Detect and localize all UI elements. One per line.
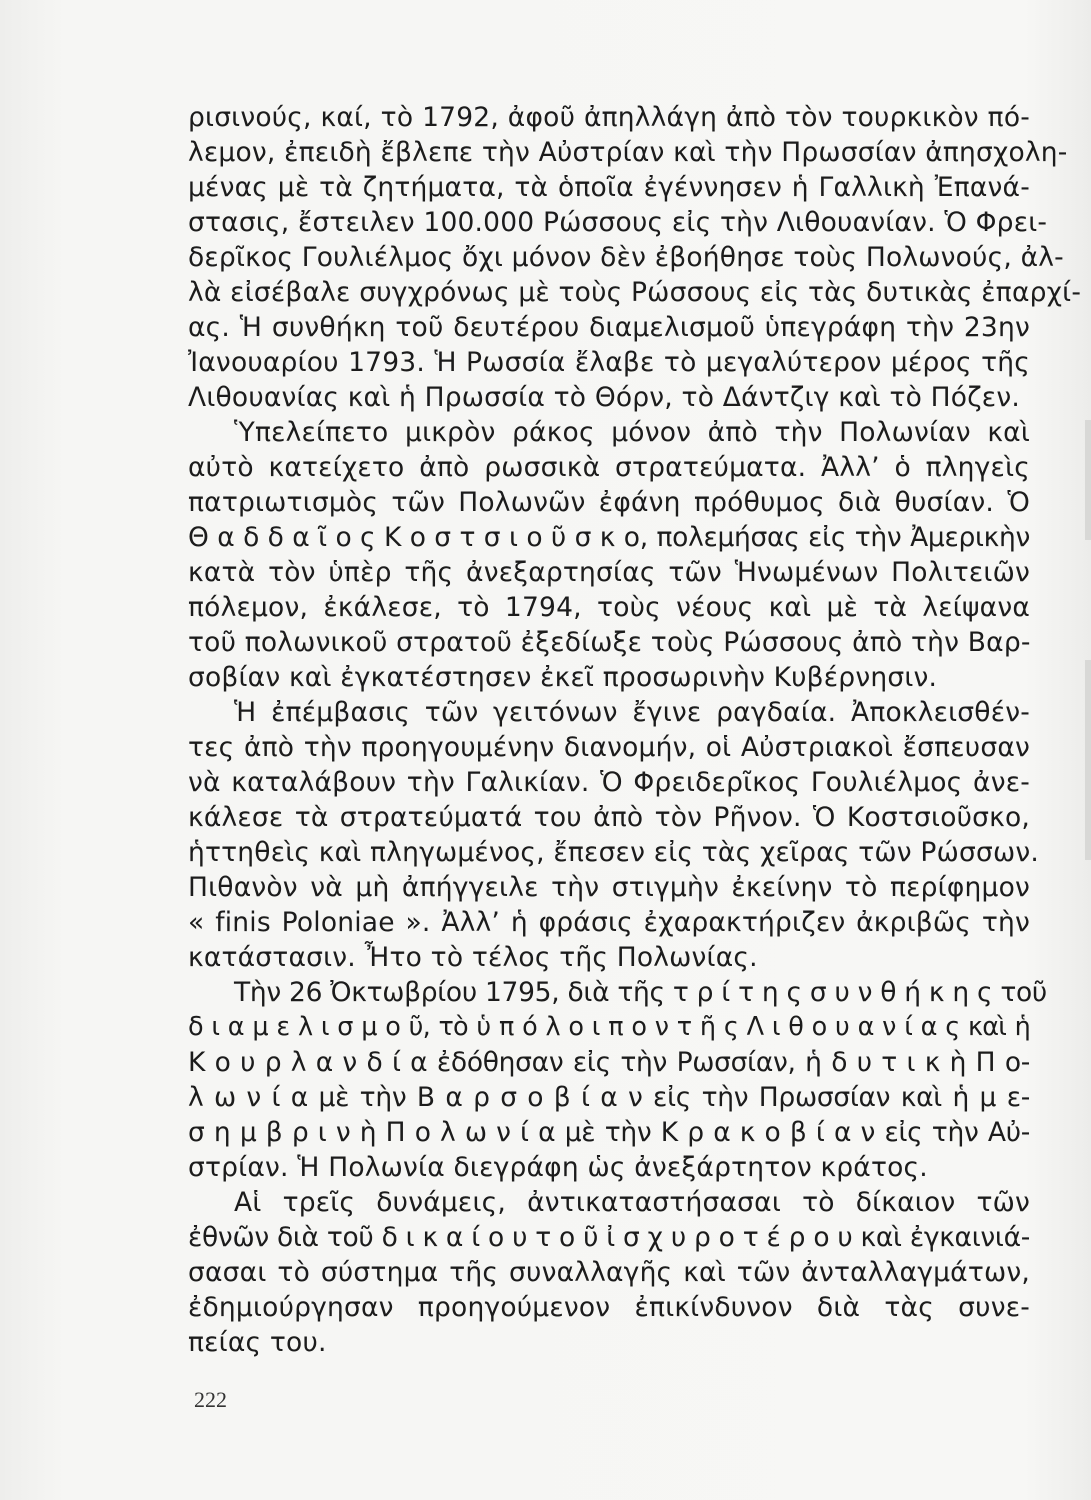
- text-line: Ἰανουαρίου 1793. Ἡ Ρωσσία ἔλαβε τὸ μεγαλύτερον μέρος τῆς: [188, 347, 1030, 378]
- text-line: πείας του.: [188, 1327, 327, 1358]
- text-line: πόλεμον, ἐκάλεσε, τὸ 1794, τοὺς νέους καὶ μὲ τὰ λείψανα: [188, 592, 1030, 623]
- text-line: λεμον, ἐπειδὴ ἔβλεπε τὴν Αὐστρίαν καὶ τὴν Πρωσσίαν ἀπησχολη-: [188, 137, 1068, 168]
- text-line: ρισινούς, καί, τὸ 1792, ἀφοῦ ἀπηλλάγη ἀπὸ τὸν τουρκικὸν πό-: [188, 102, 1030, 133]
- text-line: Θ α δ δ α ῖ ο ς Κ ο σ τ σ ι ο ῦ σ κ ο, πολεμήσας εἰς τὴν Ἀμερικὴν: [188, 522, 1030, 553]
- text-line: Λιθουανίας καὶ ἡ Πρωσσία τὸ Θόρν, τὸ Δάντζιγ καὶ τὸ Πόζεν.: [188, 382, 1020, 413]
- text-line: σοβίαν καὶ ἐγκατέστησεν ἐκεῖ προσωρινὴν Κυβέρνησιν.: [188, 662, 938, 693]
- text-line: « finis Poloniae ». Ἀλλ’ ἡ φράσις ἐχαρακτήριζεν ἀκριβῶς τὴν: [188, 907, 1030, 938]
- text-line: Πιθανὸν νὰ μὴ ἀπήγγειλε τὴν στιγμὴν ἐκείνην τὸ περίφημον: [188, 872, 1030, 903]
- text-line: πατριωτισμὸς τῶν Πολωνῶν ἐφάνη πρόθυμος διὰ θυσίαν. Ὁ: [188, 487, 1030, 518]
- page-number: 222: [194, 1387, 227, 1412]
- text-line: κάλεσε τὰ στρατεύματά του ἀπὸ τὸν Ρῆνον. Ὁ Κοστσιοῦσκο,: [188, 802, 1030, 833]
- text-line: κατὰ τὸν ὑπὲρ τῆς ἀνεξαρτησίας τῶν Ἡνωμένων Πολιτειῶν: [188, 557, 1030, 588]
- text-line: Αἱ τρεῖς δυνάμεις, ἀντικαταστήσασαι τὸ δίκαιον τῶν: [234, 1187, 1030, 1218]
- text-line: αὐτὸ κατείχετο ἀπὸ ρωσσικὰ στρατεύματα. Ἀλλ’ ὁ πληγεὶς: [188, 452, 1030, 483]
- text-line: κατάστασιν. Ἦτο τὸ τέλος τῆς Πολωνίας.: [188, 942, 758, 973]
- text-line: μένας μὲ τὰ ζητήματα, τὰ ὁποῖα ἐγέννησεν ἡ Γαλλικὴ Ἐπανά-: [188, 172, 1030, 203]
- text-line: Ἡ ἐπέμβασις τῶν γειτόνων ἔγινε ραγδαία. Ἀποκλεισθέν-: [234, 697, 1030, 728]
- page-edge-shadow: [1085, 660, 1091, 860]
- text-line: Ὑπελείπετο μικρὸν ράκος μόνον ἀπὸ τὴν Πολωνίαν καὶ: [234, 417, 1030, 448]
- text-line: τοῦ πολωνικοῦ στρατοῦ ἐξεδίωξε τοὺς Ρώσσους ἀπὸ τὴν Βαρ-: [188, 627, 1031, 658]
- text-line: ἐθνῶν διὰ τοῦ δ ι κ α ί ο υ τ ο ῦ ἰ σ χ υ ρ ο τ έ ρ ο υ καὶ ἐγκαινιά-: [188, 1222, 1030, 1253]
- text-line: στασις, ἔστειλεν 100.000 Ρώσσους εἰς τὴν Λιθουανίαν. Ὁ Φρει-: [188, 207, 1048, 238]
- text-line: λὰ εἰσέβαλε συγχρόνως μὲ τοὺς Ρώσσους εἰς τὰς δυτικὰς ἐπαρχί-: [188, 277, 1082, 308]
- text-line: στρίαν. Ἡ Πολωνία διεγράφη ὡς ἀνεξάρτητον κράτος.: [188, 1152, 928, 1183]
- page-edge-shadow: [1085, 420, 1091, 540]
- text-line: ἐδημιούργησαν προηγούμενον ἐπικίνδυνον διὰ τὰς συνε-: [188, 1292, 1030, 1323]
- text-line: τες ἀπὸ τὴν προηγουμένην διανομήν, οἱ Αὐστριακοὶ ἔσπευσαν: [188, 732, 1030, 763]
- text-line: νὰ καταλάβουν τὴν Γαλικίαν. Ὁ Φρειδερῖκος Γουλιέλμος ἀνε-: [188, 767, 1030, 798]
- text-line: Τὴν 26 Ὀκτωβρίου 1795, διὰ τῆς τ ρ ί τ η ς σ υ ν θ ή κ η ς τοῦ: [234, 977, 1047, 1008]
- text-line: Κ ο υ ρ λ α ν δ ί α ἐδόθησαν εἰς τὴν Ρωσσίαν, ἡ δ υ τ ι κ ὴ Π ο-: [188, 1047, 1030, 1078]
- text-line: ἡττηθεὶς καὶ πληγωμένος, ἔπεσεν εἰς τὰς χεῖρας τῶν Ρώσσων.: [188, 837, 1039, 868]
- text-line: σ η μ β ρ ι ν ὴ Π ο λ ω ν ί α μὲ τὴν Κ ρ α κ ο β ί α ν εἰς τὴν Αὐ-: [188, 1117, 1030, 1148]
- text-line: σασαι τὸ σύστημα τῆς συναλλαγῆς καὶ τῶν ἀνταλλαγμάτων,: [188, 1257, 1030, 1288]
- text-line: δ ι α μ ε λ ι σ μ ο ῦ, τὸ ὑ π ό λ ο ι π ο ν τ ῆ ς Λ ι θ ο υ α ν ί α ς καὶ ἡ: [188, 1012, 1030, 1042]
- text-line: δερῖκος Γουλιέλμος ὄχι μόνον δὲν ἐβοήθησε τοὺς Πολωνούς, ἀλ-: [188, 242, 1064, 273]
- text-line: ας. Ἡ συνθήκη τοῦ δευτέρου διαμελισμοῦ ὑπεγράφη τὴν 23ην: [188, 312, 1030, 343]
- text-line: λ ω ν ί α μὲ τὴν Β α ρ σ ο β ί α ν εἰς τὴν Πρωσσίαν καὶ ἡ μ ε-: [188, 1082, 1030, 1113]
- body-text: [188, 100, 1082, 1360]
